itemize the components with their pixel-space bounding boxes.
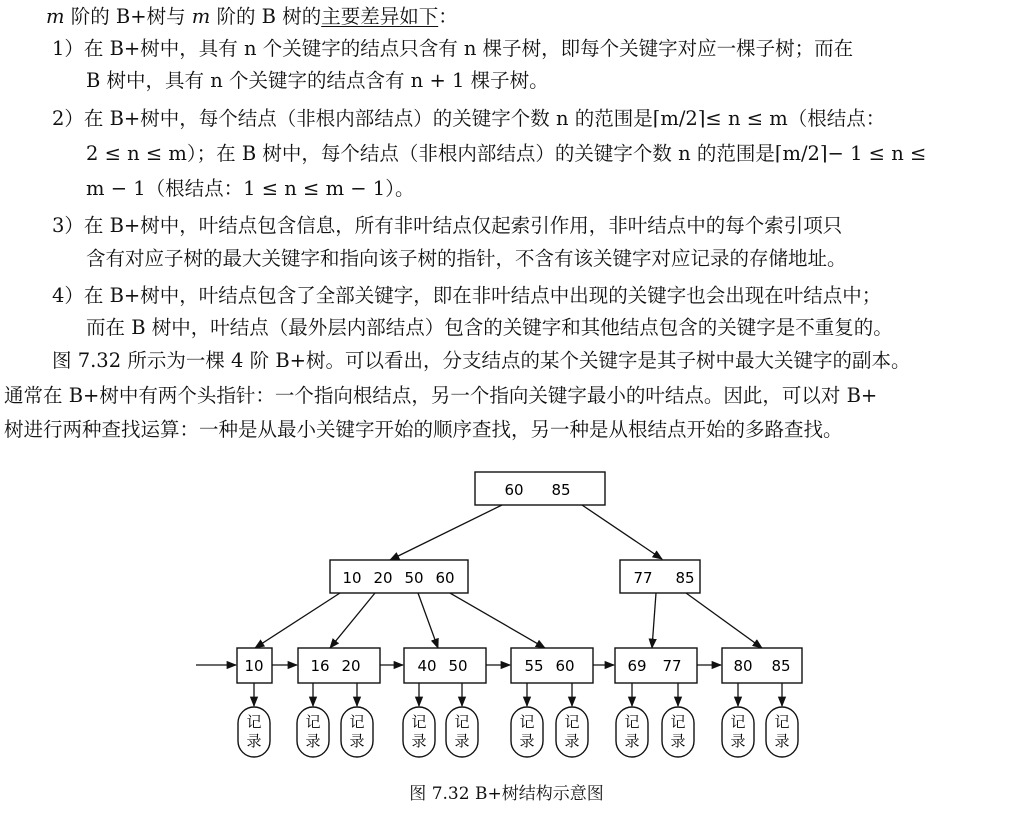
intro-m1: m <box>46 5 65 28</box>
point-3-line-2: 含有对应子树的最大关键字和指向该子树的指针，不含有该关键字对应记录的存储地址。 <box>86 247 847 270</box>
record-label-9-1: 记 <box>670 713 686 731</box>
root-node <box>475 472 605 505</box>
leaf-5-key-2: 77 <box>662 657 682 675</box>
record-label-10-2: 录 <box>730 732 746 750</box>
point-4-line-1: 4）在 B+树中，叶结点包含了全部关键字，即在非叶结点中出现的关键字也会出现在叶结点中； <box>52 284 882 307</box>
record-group <box>238 683 798 757</box>
root-key-2: 85 <box>551 481 571 499</box>
internal-1-key-1: 10 <box>342 569 362 587</box>
figure-caption: 图 7.32 B+树结构示意图 <box>409 784 604 804</box>
internal-2-key-2: 85 <box>675 569 695 587</box>
edge-internal2-leaf6 <box>686 593 762 648</box>
record-label-11-2: 录 <box>774 732 790 750</box>
record-label-11-1: 记 <box>774 713 790 731</box>
edge-internal1-leaf2 <box>330 593 375 648</box>
record-label-5-2: 录 <box>454 732 470 750</box>
edge-root-internal-1 <box>390 505 502 560</box>
record-label-1-2: 录 <box>246 732 262 750</box>
leaf-6-key-2: 85 <box>771 657 791 675</box>
root-key-1: 60 <box>504 481 524 499</box>
record-label-2-1: 记 <box>305 713 321 731</box>
intro-m2: m <box>191 5 211 28</box>
leaf-5-key-1: 69 <box>627 657 647 675</box>
record-label-3-2: 录 <box>349 732 365 750</box>
record-label-8-1: 记 <box>624 713 640 731</box>
leaf-1-key-1: 10 <box>244 657 264 675</box>
internal-1-key-3: 50 <box>404 569 424 587</box>
leaf-4-key-2: 60 <box>555 657 575 675</box>
para-line-1: 图 7.32 所示为一棵 4 阶 B+树。可以看出，分支结点的某个关键字是其子树中最大关键字的副本。 <box>52 349 911 372</box>
internal-2-key-1: 77 <box>633 569 653 587</box>
edge-internal1-leaf3 <box>418 593 438 648</box>
para-line-2: 通常在 B+树中有两个头指针：一个指向根结点，另一个指向关键字最小的叶结点。因此，可以对 B+ <box>4 384 878 407</box>
record-label-8-2: 录 <box>624 732 640 750</box>
point-2-line-2: 2 ≤ n ≤ m）；在 B 树中，每个结点（非根内部结点）的关键字个数 n 的范围是⌈m/2⌉− 1 ≤ n ≤ <box>86 142 927 165</box>
leaf-2-key-1: 16 <box>310 657 330 675</box>
record-label-1-1: 记 <box>246 713 262 731</box>
record-label-10-1: 记 <box>730 713 746 731</box>
record-label-7-2: 录 <box>564 732 580 750</box>
point-1-line-1: 1）在 B+树中，具有 n 个关键字的结点只含有 n 棵子树，即每个关键字对应一棵子树；而在 <box>52 37 854 60</box>
point-2-line-1: 2）在 B+树中，每个结点（非根内部结点）的关键字个数 n 的范围是⌈m/2⌉≤ n ≤ m（根结点： <box>52 107 886 130</box>
intro-underlined: 主要差异如下 <box>321 5 439 28</box>
edge-internal2-leaf5 <box>652 593 656 648</box>
point-2-line-3: m − 1（根结点：1 ≤ n ≤ m − 1）。 <box>86 177 415 200</box>
record-label-3-1: 记 <box>349 713 365 731</box>
record-label-9-2: 录 <box>670 732 686 750</box>
edge-internal1-leaf4 <box>450 593 545 648</box>
internal-1-key-4: 60 <box>435 569 455 587</box>
leaf-6-key-1: 80 <box>733 657 753 675</box>
internal-1-key-2: 20 <box>373 569 393 587</box>
record-label-6-2: 录 <box>519 732 535 750</box>
record-label-4-2: 录 <box>411 732 427 750</box>
record-label-7-1: 记 <box>564 713 580 731</box>
edge-root-internal-2 <box>582 505 662 559</box>
leaf-node-3 <box>404 648 486 683</box>
point-4-line-2: 而在 B 树中，叶结点（最外层内部结点）包含的关键字和其他结点包含的关键字是不重复的。 <box>86 316 893 339</box>
record-label-4-1: 记 <box>411 713 427 731</box>
record-label-5-1: 记 <box>454 713 470 731</box>
point-3-line-1: 3）在 B+树中，叶结点包含信息，所有非叶结点仅起索引作用，非叶结点中的每个索引项只 <box>52 214 843 237</box>
intro-text1: 阶的 B+树与 <box>64 5 192 28</box>
edge-internal1-leaf1 <box>255 593 340 648</box>
intro-colon: ： <box>438 5 458 28</box>
intro-text2: 阶的 B 树的 <box>210 5 322 28</box>
leaf-4-key-1: 55 <box>524 657 544 675</box>
para-line-3: 树进行两种查找运算：一种是从最小关键字开始的顺序查找，另一种是从根结点开始的多路查找。 <box>4 418 843 441</box>
record-label-2-2: 录 <box>305 732 321 750</box>
leaf-node-4 <box>511 648 593 683</box>
leaf-3-key-2: 50 <box>448 657 468 675</box>
record-label-6-1: 记 <box>519 713 535 731</box>
leaf-2-key-2: 20 <box>341 657 361 675</box>
leaf-3-key-1: 40 <box>417 657 437 675</box>
point-1-line-2: B 树中，具有 n 个关键字的结点含有 n + 1 棵子树。 <box>86 69 549 92</box>
